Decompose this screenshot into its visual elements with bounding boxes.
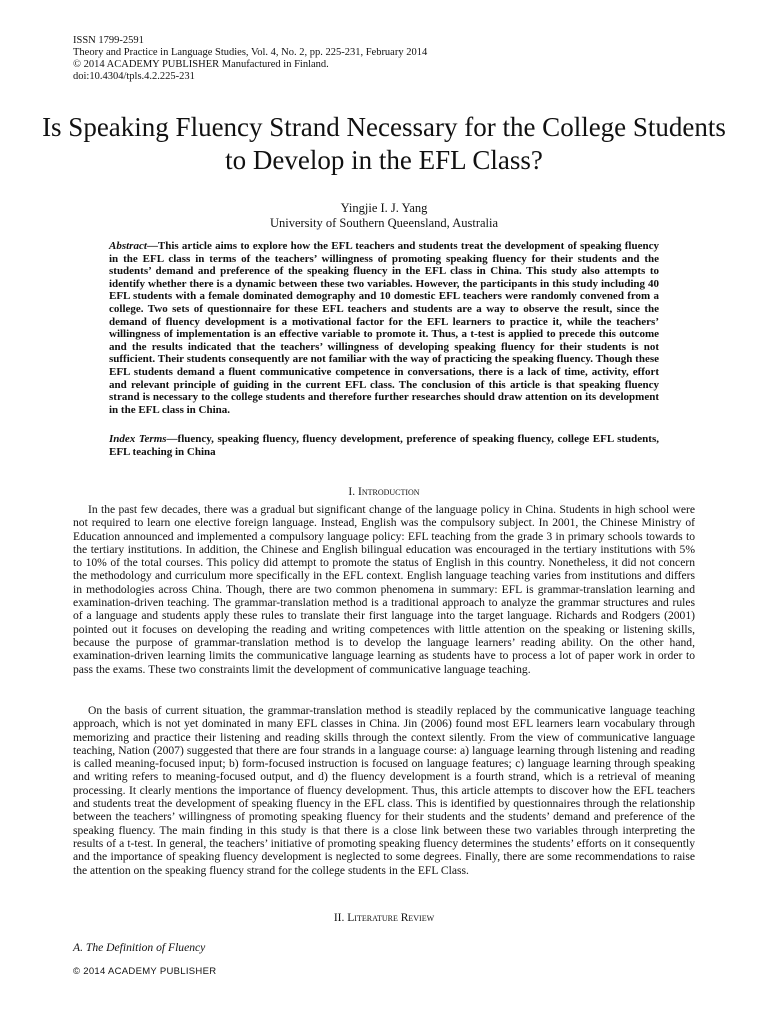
journal-header <box>73 35 427 83</box>
author-block <box>40 201 728 231</box>
index-terms-text: —fluency, speaking fluency, fluency development, preference of speaking fluency, college EFL students, EFL teaching in China <box>109 433 659 458</box>
doi-line: doi:10.4304/tpls.4.2.225-231 <box>73 71 195 82</box>
page-footer: © 2014 ACADEMY PUBLISHER <box>73 966 217 977</box>
index-terms-label: Index Terms <box>109 433 167 445</box>
author-name: Yingjie I. J. Yang <box>340 201 428 215</box>
section-title: Literature Review <box>347 912 435 924</box>
section-heading-introduction <box>40 486 728 498</box>
copyright-line: © 2014 ACADEMY PUBLISHER Manufactured in Finland. <box>73 59 329 70</box>
body-paragraph: On the basis of current situation, the grammar-translation method is steadily replaced by the communicative language teaching approach, which is not yet dominated in many EFL classes in China. Jin (2006) found most EFL learners learn vocabulary through memorizing and practice their listening and reading skills through the context silently. From the view of communicative language teaching, Nation (2007) suggested that there are four strands in a language course: a) language learning through listening and reading is called meaning-focused input; b) form-focused instruction is focused on language features; c) language learning through speaking and writing refers to meaning-focused output, and d) the fluency development is a fourth strand, which is a retrieval of meaning processing. It clearly mentions the importance of fluency development. Thus, this article attempts to discover how the EFL teachers and students treat the development of speaking fluency in the EFL class. This is identified by questionnaires through the relationship between the teachers’ willingness of promoting speaking fluency for their students and the students’ demand and preference of the speaking fluency. The main finding in this study is that there is a close link between these two variables through interpreting the results of a t-test. In general, the teachers’ initiative of promoting speaking fluency determines the students’ efforts on it consequently and the importance of speaking fluency development is neglected to some degrees. Finally, there are some recommendations to raise the attention on the speaking fluency strand for the college students in the EFL Class. <box>73 704 695 877</box>
subsection-heading: A. The Definition of Fluency <box>73 941 206 954</box>
author-affiliation: University of Southern Queensland, Australia <box>269 216 499 230</box>
abstract-label: Abstract <box>109 240 147 252</box>
paper-title: Is Speaking Fluency Strand Necessary for the College Students to Develop in the EFL Class? <box>42 112 726 175</box>
journal-line: Theory and Practice in Language Studies, Vol. 4, No. 2, pp. 225-231, February 2014 <box>73 47 428 58</box>
section-number: II. <box>333 912 345 924</box>
section-title: Introduction <box>357 486 420 498</box>
issn-line: ISSN 1799-2591 <box>73 35 144 46</box>
abstract <box>109 240 659 416</box>
section-heading-literature-review <box>40 912 728 924</box>
body-paragraph: In the past few decades, there was a gradual but significant change of the language policy in China. Students in high school were not required to learn one elective foreign language. Instead, English was the compulsory subject. In 2001, the Chinese Ministry of Education announced and implemented a compulsory language policy: EFL teaching from the grade 3 in primary schools towards to the tertiary institutions. In addition, the Chinese and English bilingual education was encouraged in the tertiary institutions with 5% to 10% of the total courses. This policy did attempt to promote the status of English in this country. Nonetheless, it did not concern the methodology and curriculum more specifically in the EFL context. English language teaching varies from institutions and differs in methodologies across China. Though, there are two common phenomena in summary: EFL is grammar-translation learning and examination-driven teaching. The grammar-translation method is a traditional approach to analyze the grammar structures and rules of a language and students apply these rules to translate their first language into the target language. Richards and Rodgers (2001) pointed out it focuses on developing the reading and writing competences with little attention on the speaking or listening skills, because the purpose of grammar-translation method is to develop the language learners’ reading ability. On the other hand, examination-driven learning limits the communicative language learning as students have to process a lot of paper work in order to pass the exams. These two constraints limit the development of communicative language teaching. <box>73 503 695 676</box>
abstract-text: —This article aims to explore how the EFL teachers and students treat the development of speaking fluency in the EFL class in terms of the teachers’ willingness of promoting speaking fluency for their students and the students’ demand and preference of the speaking fluency in the EFL class in China. This study also attempts to identify whether there is a dynamic between these two variables. However, the participants in this study including 40 EFL students with a female dominated demography and 10 domestic EFL teachers were randomly convened from a college. Two sets of questionnaire for these EFL teachers and students are a way to observe the result, since the demand of fluency development is a motivational factor for the EFL learners to practice it, while the teachers’ willingness of implementation is an effective variable to promote it. Thus, a t-test is applied to precede this outcome and the results indicated that the teachers’ willingness of developing speaking fluency for their students is not sufficient. Their students consequently are not familiar with the way of practicing the speaking fluency. Though these EFL students demand a fluent communicative competence in conversations, there is a lack of time, activity, effort and relevant principle of guiding in the current EFL class. The conclusion of this article is that speaking fluency strand is necessary to the college students and therefore further researches should draw attention on its development in the EFL class in China. <box>109 240 659 416</box>
index-terms <box>109 433 659 458</box>
section-number: I. <box>348 486 356 498</box>
